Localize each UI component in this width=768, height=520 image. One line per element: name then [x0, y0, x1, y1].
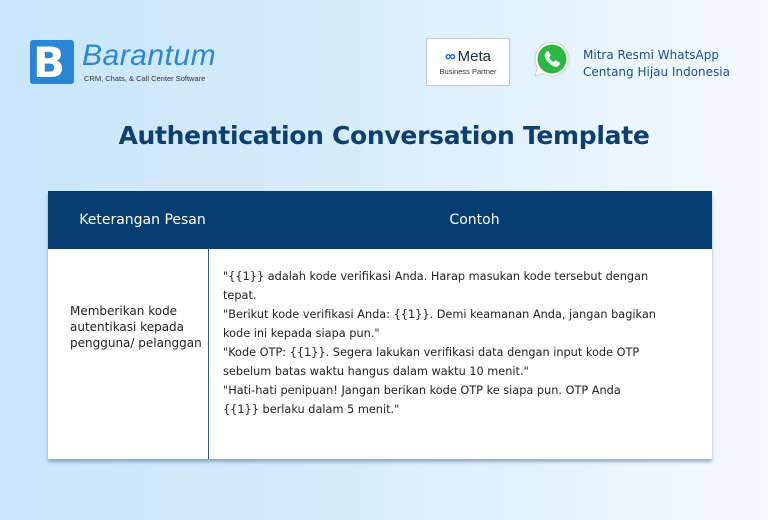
meta-infinity-icon: ∞ — [444, 48, 456, 65]
header-keterangan-pesan: Keterangan Pesan — [79, 211, 206, 228]
whatsapp-line-1: Mitra Resmi WhatsApp — [583, 48, 719, 62]
template-table — [48, 191, 712, 459]
whatsapp-icon — [532, 39, 572, 79]
example-line: sebelum batas waktu hangus dalam waktu 10 menit." — [223, 365, 529, 378]
table-row — [48, 249, 712, 459]
example-cell — [209, 249, 712, 459]
example-line: "Berikut kode verifikasi Anda: {{1}}. Demi keamanan Anda, jangan bagikan — [223, 308, 656, 321]
example-line: {{1}} berlaku dalam 5 menit." — [223, 403, 400, 416]
example-line: kode ini kepada siapa pun." — [223, 327, 380, 340]
logo-letter: B — [33, 38, 66, 87]
page-title: Authentication Conversation Template — [118, 121, 650, 150]
brand-name: Barantum — [82, 39, 217, 72]
meta-name: Meta — [457, 48, 492, 65]
example-line: "Hati-hati penipuan! Jangan berikan kode OTP ke siapa pun. OTP Anda — [223, 384, 621, 397]
example-line: tepat. — [223, 289, 257, 302]
example-line: "{{1}} adalah kode verifikasi Anda. Harap masukan kode tersebut dengan — [223, 270, 649, 283]
barantum-logo-mark — [30, 38, 74, 87]
description-cell: Memberikan kode autentikasi kepada pengguna/ pelanggan — [48, 249, 209, 459]
whatsapp-line-2: Centang Hijau Indonesia — [583, 65, 730, 79]
example-line: "Kode OTP: {{1}}. Segera lakukan verifikasi data dengan input kode OTP — [223, 346, 640, 359]
whatsapp-partner-text — [583, 47, 730, 81]
header-contoh: Contoh — [449, 211, 500, 228]
barantum-logo — [30, 38, 217, 87]
meta-business-partner-badge — [426, 38, 510, 86]
meta-subtitle: Business Partner — [439, 67, 497, 76]
brand-tagline: CRM, Chats, & Call Center Software — [84, 74, 206, 83]
table-header — [48, 191, 712, 249]
